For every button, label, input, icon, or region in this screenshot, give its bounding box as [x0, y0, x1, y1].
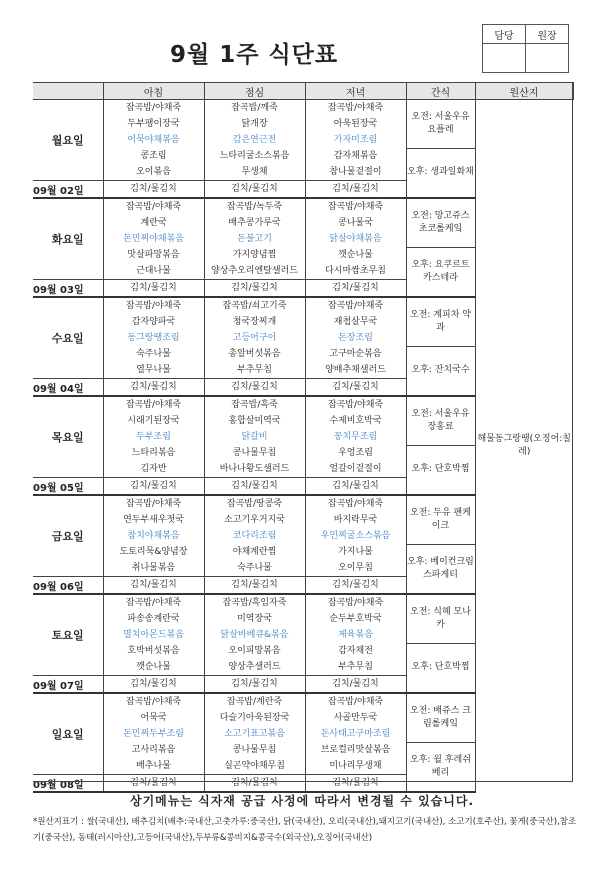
dinner-kimchi: 김치/물김치 [305, 280, 406, 298]
snack-pm: 오후: 윌 후레쉬베리 [406, 742, 475, 792]
snack-am: 오전: 서울우유 요플레 [406, 100, 475, 149]
header-lunch: 점심 [204, 83, 305, 100]
lunch-item: 총알버섯볶음 [204, 346, 305, 362]
lunch-kimchi: 김치/물김치 [204, 478, 305, 496]
breakfast-item: 호박버섯볶음 [103, 643, 204, 659]
snack-am: 오전: 배쥬스 크 림롤케잌 [406, 693, 475, 742]
breakfast-item: 돈민찌두부조림 [103, 726, 204, 742]
breakfast-item: 고사리볶음 [103, 742, 204, 758]
dinner-item: 우민찌굴소스볶음 [305, 528, 406, 544]
lunch-item: 잡곡밥/땅콩죽 [204, 495, 305, 512]
snack-pm: 오후: 생과일화채 [406, 148, 475, 198]
date-label: 09월 03일 [33, 280, 103, 298]
dinner-item: 잡곡밥/야채죽 [305, 297, 406, 314]
breakfast-item: 어묵야채볶음 [103, 132, 204, 148]
lunch-item: 바나나황도샐러드 [204, 461, 305, 478]
dinner-item: 닭살야채볶음 [305, 231, 406, 247]
menu-table [33, 82, 574, 793]
dinner-item: 우엉조림 [305, 445, 406, 461]
dinner-item: 잡곡밥/야채죽 [305, 198, 406, 215]
breakfast-item: 잡곡밥/야채죽 [103, 198, 204, 215]
dinner-item: 얼갈이겉절이 [305, 461, 406, 478]
dinner-item: 제육볶음 [305, 627, 406, 643]
dinner-item: 부추무침 [305, 659, 406, 676]
dinner-kimchi: 김치/물김치 [305, 478, 406, 496]
origin-cell: 해물동그랑땡(오징어:칠레) [477, 434, 571, 457]
dinner-kimchi: 김치/물김치 [305, 676, 406, 694]
dinner-item: 깻순나물 [305, 247, 406, 263]
dinner-item: 바지락무국 [305, 512, 406, 528]
lunch-item: 코다리조림 [204, 528, 305, 544]
breakfast-item: 잡곡밥/야채죽 [103, 495, 204, 512]
page-title: 9월 1주 식단표 [170, 42, 339, 68]
breakfast-item: 잡곡밥/야채죽 [103, 100, 204, 117]
date-label: 09월 05일 [33, 478, 103, 496]
lunch-item: 소고기표고볶음 [204, 726, 305, 742]
lunch-item: 감은연근전 [204, 132, 305, 148]
lunch-item: 콩나물무침 [204, 445, 305, 461]
snack-am: 오전: 망고쥬스 초코롤케잌 [406, 198, 475, 247]
breakfast-item: 잡곡밥/야채죽 [103, 693, 204, 710]
breakfast-item: 김자반 [103, 461, 204, 478]
menu-row [33, 100, 573, 117]
dinner-item: 잡곡밥/야채죽 [305, 693, 406, 710]
snack-pm: 오후: 단호박찜 [406, 643, 475, 693]
dinner-item: 재첩살무국 [305, 314, 406, 330]
breakfast-item: 잡곡밥/야채죽 [103, 297, 204, 314]
day-label: 월요일 [33, 100, 103, 181]
breakfast-item: 두부팽이장국 [103, 116, 204, 132]
breakfast-item: 잡곡밥/야채죽 [103, 396, 204, 413]
dinner-kimchi: 김치/물김치 [305, 775, 406, 793]
dinner-item: 잡곡밥/야채죽 [305, 594, 406, 611]
approval-sign-staff [483, 44, 526, 73]
lunch-kimchi: 김치/물김치 [204, 379, 305, 397]
breakfast-item: 근대나물 [103, 263, 204, 280]
dinner-item: 사골만두국 [305, 710, 406, 726]
breakfast-item: 감자양파국 [103, 314, 204, 330]
breakfast-item: 돈민찌야채볶음 [103, 231, 204, 247]
dinner-item: 미나리무생채 [305, 758, 406, 775]
header-origin: 원산지 [475, 83, 573, 100]
dinner-item: 참나물겉절이 [305, 164, 406, 181]
lunch-item: 잡곡밥/깨죽 [204, 100, 305, 117]
approval-label-director: 원장 [526, 25, 569, 44]
dinner-item: 콩나물국 [305, 215, 406, 231]
breakfast-item: 배추나물 [103, 758, 204, 775]
change-notice: 상기메뉴는 식자재 공급 사정에 따라서 변경될 수 있습니다. [129, 794, 474, 808]
dinner-item: 잡곡밥/야채죽 [305, 495, 406, 512]
lunch-item: 닭개장 [204, 116, 305, 132]
snack-pm: 오후: 잔치국수 [406, 346, 475, 396]
dinner-item: 오이무침 [305, 560, 406, 577]
dinner-item: 감자채볶음 [305, 148, 406, 164]
breakfast-item: 깻순나물 [103, 659, 204, 676]
lunch-kimchi: 김치/물김치 [204, 676, 305, 694]
dinner-item: 잡곡밥/야채죽 [305, 396, 406, 413]
lunch-item: 느타리굴소스볶음 [204, 148, 305, 164]
lunch-item: 닭살바베큐&볶음 [204, 627, 305, 643]
day-label: 목요일 [33, 396, 103, 478]
dinner-item: 다시마쌈초무침 [305, 263, 406, 280]
lunch-item: 부추무침 [204, 362, 305, 379]
lunch-item: 닭갈비 [204, 429, 305, 445]
lunch-item: 소고기우거지국 [204, 512, 305, 528]
breakfast-kimchi: 김치/물김치 [103, 676, 204, 694]
origin-note: *원산지표기 : 쌀(국내산), 배추김치(배추:국내산,고춧가루:중국산), 닭(국내산), 오리(국내산),돼지고기(국내산), 소고기(호주산), 꽃게(중국산),참조기(중국산), 동태(러시아산),고등어(국내산),두부류&콩비지&콩국수(외국산),오징어(국내산) [33, 817, 577, 843]
dinner-item: 잡곡밥/야채죽 [305, 100, 406, 117]
breakfast-item: 숙주나물 [103, 346, 204, 362]
lunch-kimchi: 김치/물김치 [204, 577, 305, 595]
breakfast-item: 두부조림 [103, 429, 204, 445]
header-snack: 간식 [406, 83, 475, 100]
lunch-item: 돈불고기 [204, 231, 305, 247]
date-label: 09월 02일 [33, 181, 103, 199]
lunch-item: 청국장찌개 [204, 314, 305, 330]
dinner-item: 가지나물 [305, 544, 406, 560]
lunch-item: 가지양념찜 [204, 247, 305, 263]
dinner-kimchi: 김치/물김치 [305, 181, 406, 199]
dinner-item: 아욱된장국 [305, 116, 406, 132]
dinner-kimchi: 김치/물김치 [305, 577, 406, 595]
lunch-item: 양상추샐러드 [204, 659, 305, 676]
lunch-item: 잡곡밥/계란죽 [204, 693, 305, 710]
breakfast-kimchi: 김치/물김치 [103, 775, 204, 793]
breakfast-item: 잡곡밥/야채죽 [103, 594, 204, 611]
date-label: 09월 07일 [33, 676, 103, 694]
dinner-kimchi: 김치/물김치 [305, 379, 406, 397]
lunch-item: 실곤약야채무침 [204, 758, 305, 775]
dinner-item: 순두부호박국 [305, 611, 406, 627]
breakfast-kimchi: 김치/물김치 [103, 181, 204, 199]
dinner-item: 가자미조림 [305, 132, 406, 148]
dinner-item: 고구마순볶음 [305, 346, 406, 362]
breakfast-item: 콩조림 [103, 148, 204, 164]
dinner-item: 브로컬리맛살볶음 [305, 742, 406, 758]
breakfast-item: 도토리묵&양념장 [103, 544, 204, 560]
breakfast-item: 느타리볶음 [103, 445, 204, 461]
snack-pm: 오후: 베이컨크림 스파게티 [406, 544, 475, 594]
lunch-item: 오이피망볶음 [204, 643, 305, 659]
snack-pm: 오후: 단호박찜 [406, 445, 475, 495]
lunch-item: 배추콩가루국 [204, 215, 305, 231]
dinner-item: 돈사태고구마조림 [305, 726, 406, 742]
lunch-kimchi: 김치/물김치 [204, 280, 305, 298]
snack-am: 오전: 두유 팬케이크 [406, 495, 475, 544]
menu-body [33, 100, 573, 793]
lunch-item: 콩나물무침 [204, 742, 305, 758]
dinner-item: 꽁치무조림 [305, 429, 406, 445]
lunch-item: 숙주나물 [204, 560, 305, 577]
lunch-item: 양상추오리엔탈샐러드 [204, 263, 305, 280]
lunch-item: 미역장국 [204, 611, 305, 627]
approval-sign-director [526, 44, 569, 73]
snack-am: 오전: 계피차 약과 [406, 297, 475, 346]
snack-am: 오전: 서울우유 장홍료 [406, 396, 475, 445]
breakfast-item: 연두부새우젓국 [103, 512, 204, 528]
header-row [33, 83, 573, 100]
breakfast-item: 열무나물 [103, 362, 204, 379]
breakfast-item: 취나물볶음 [103, 560, 204, 577]
breakfast-item: 파송송계란국 [103, 611, 204, 627]
header-breakfast: 아침 [103, 83, 204, 100]
breakfast-kimchi: 김치/물김치 [103, 379, 204, 397]
date-label: 09월 08일 [33, 775, 103, 793]
lunch-item: 잡곡밥/흑임자죽 [204, 594, 305, 611]
day-label: 수요일 [33, 297, 103, 379]
breakfast-item: 동그랑땡조림 [103, 330, 204, 346]
day-label: 일요일 [33, 693, 103, 775]
dinner-item: 수제비호박국 [305, 413, 406, 429]
lunch-item: 무생채 [204, 164, 305, 181]
snack-pm: 오후: 요쿠르트 카스테라 [406, 247, 475, 297]
lunch-item: 잡곡밥/흑죽 [204, 396, 305, 413]
date-label: 09월 04일 [33, 379, 103, 397]
header-dinner: 저녁 [305, 83, 406, 100]
lunch-item: 고등어구이 [204, 330, 305, 346]
lunch-item: 잡곡밥/쇠고기죽 [204, 297, 305, 314]
day-label: 금요일 [33, 495, 103, 577]
breakfast-kimchi: 김치/물김치 [103, 478, 204, 496]
date-label: 09월 06일 [33, 577, 103, 595]
dinner-item: 감자채전 [305, 643, 406, 659]
dinner-item: 돈장조림 [305, 330, 406, 346]
day-label: 토요일 [33, 594, 103, 676]
approval-label-staff: 담당 [483, 25, 526, 44]
lunch-kimchi: 김치/물김치 [204, 181, 305, 199]
lunch-item: 다슬기아욱된장국 [204, 710, 305, 726]
approval-box [482, 24, 569, 73]
dinner-item: 양배추채샐러드 [305, 362, 406, 379]
breakfast-kimchi: 김치/물김치 [103, 280, 204, 298]
lunch-item: 홍합살미역국 [204, 413, 305, 429]
breakfast-item: 오이볶음 [103, 164, 204, 181]
breakfast-item: 맛살파망볶음 [103, 247, 204, 263]
lunch-item: 야채계란찜 [204, 544, 305, 560]
breakfast-item: 계란국 [103, 215, 204, 231]
breakfast-item: 어묵국 [103, 710, 204, 726]
breakfast-item: 시래기된장국 [103, 413, 204, 429]
snack-am: 오전: 식혜 모나카 [406, 594, 475, 643]
lunch-item: 잡곡밥/녹두죽 [204, 198, 305, 215]
day-label: 화요일 [33, 198, 103, 280]
breakfast-item: 참치야채볶음 [103, 528, 204, 544]
breakfast-item: 멸치아몬드볶음 [103, 627, 204, 643]
breakfast-kimchi: 김치/물김치 [103, 577, 204, 595]
header-day [33, 83, 103, 100]
lunch-kimchi: 김치/물김치 [204, 775, 305, 793]
